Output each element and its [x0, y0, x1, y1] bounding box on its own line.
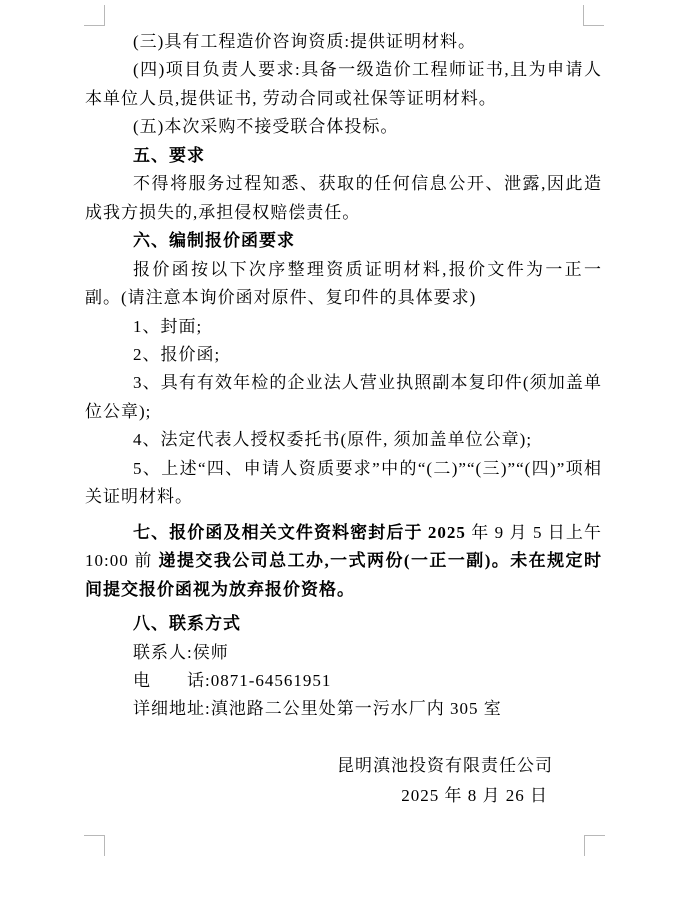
- signature-company: 昆明滇池投资有限责任公司: [337, 755, 553, 775]
- section-7-segment-lead: 七、报价函及相关文件资料密封后于 2025: [133, 522, 472, 542]
- section-5-heading: 五、要求: [133, 145, 205, 165]
- section-6-list-item-5: 5、上述“四、申请人资质要求”中的“(二)”“(三)”“(四)”项相关证明材料。: [85, 458, 602, 507]
- phone-line: 电 话:0871-64561951: [133, 670, 332, 690]
- signature-block: [85, 752, 602, 811]
- section-6-list-item-4: 4、法定代表人授权委托书(原件, 须加盖单位公章);: [133, 430, 533, 450]
- section-7-paragraph: [85, 519, 602, 604]
- contact-person-line: 联系人:侯师: [133, 642, 229, 662]
- clause-item-3: (三)具有工程造价咨询资质:提供证明材料。: [133, 32, 477, 51]
- section-6-list-item-3: 3、具有有效年检的企业法人营业执照副本复印件(须加盖单位公章);: [85, 373, 602, 421]
- section-6-heading: 六、编制报价函要求: [133, 231, 295, 251]
- crop-mark-bottom-left: [84, 835, 105, 856]
- clause-item-4: (四)项目负责人要求:具备一级造价工程师证书,且为申请人本单位人员,提供证书, 劳动合同或社保等证明材料。: [85, 60, 602, 108]
- crop-mark-bottom-right: [584, 835, 605, 856]
- clause-item-5: (五)本次采购不接受联合体投标。: [133, 117, 399, 137]
- crop-mark-top-right: [583, 5, 604, 26]
- section-8-heading: 八、联系方式: [133, 614, 241, 634]
- section-6-list-item-2: 2、报价函;: [133, 344, 221, 364]
- crop-mark-top-left: [84, 5, 105, 26]
- section-7-segment-tail: 递提交我公司总工办,一式两份(一正一副)。未在规定时间提交报价函视为放弃报价资格。: [85, 551, 602, 599]
- signature-date: 2025 年 8 月 26 日: [401, 786, 548, 806]
- document-body: [85, 28, 602, 811]
- address-line: 详细地址:滇池路二公里处第一污水厂内 305 室: [133, 699, 502, 719]
- section-6-intro: 报价函按以下次序整理资质证明材料,报价文件为一正一副。(请注意本询价函对原件、复印件的具体要求): [85, 259, 602, 308]
- section-5-body: 不得将服务过程知悉、获取的任何信息公开、泄露,因此造成我方损失的,承担侵权赔偿责任。: [85, 174, 602, 222]
- section-6-list-item-1: 1、封面;: [133, 316, 203, 336]
- section-7-segment-datetime: 年 9 月 5 日上午 10:00 前: [85, 522, 603, 571]
